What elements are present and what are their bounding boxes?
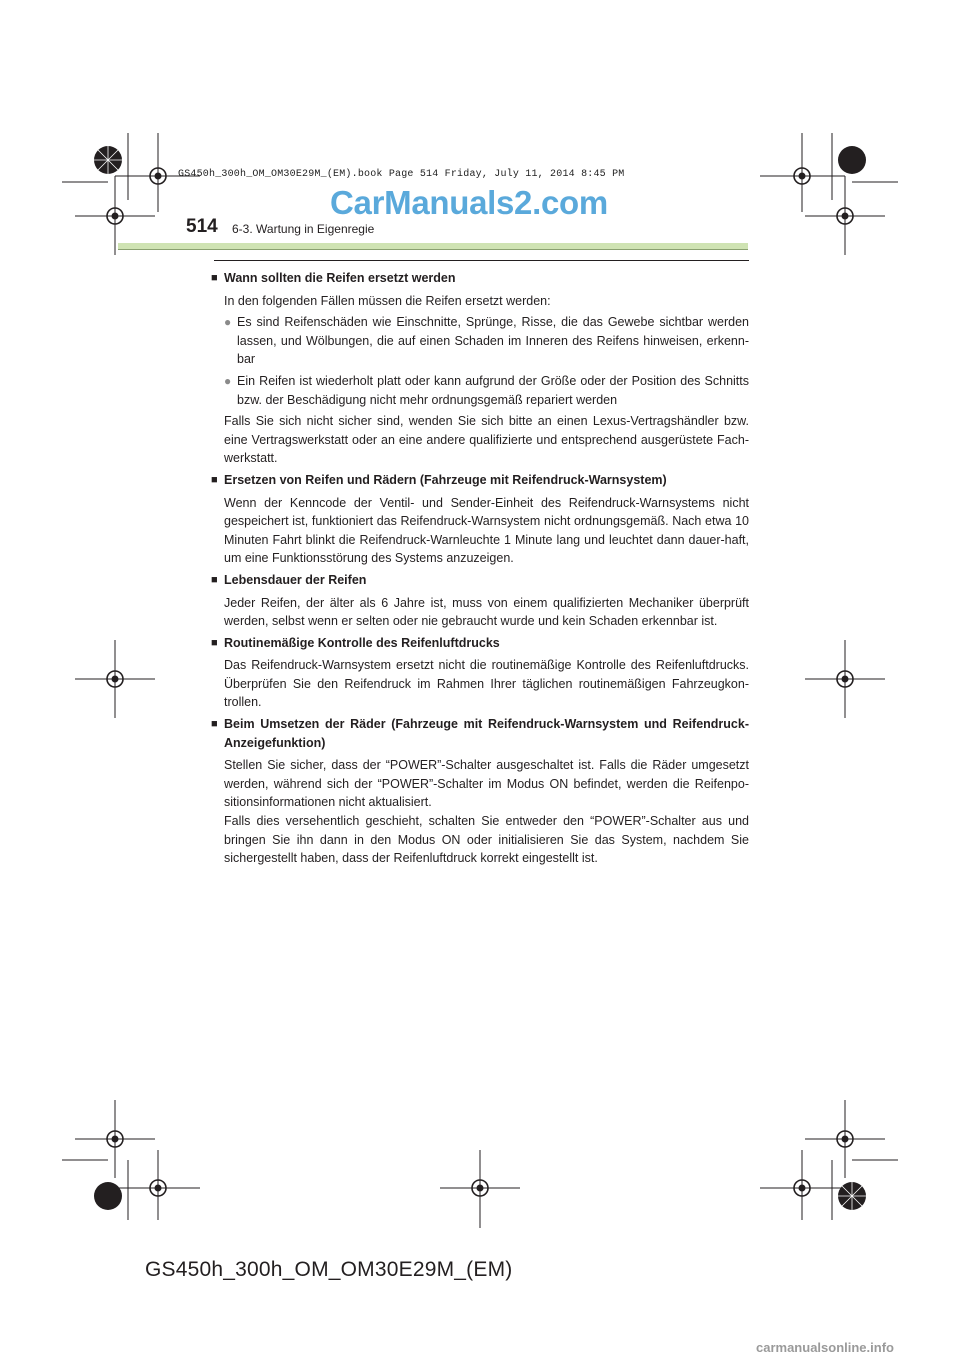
section-heading: ■ Ersetzen von Reifen und Rädern (Fahrzeuge mit Reifendruck-Warnsystem) — [211, 471, 749, 490]
section-title: 6-3. Wartung in Eigenregie — [232, 222, 375, 236]
section-body: Das Reifendruck-Warnsystem ersetzt nicht die routinemäßige Kontrolle des Reifenluftdrucks. Überprüfen Sie den Reifendruck im Rahmen Ihrer täglichen routinemäßigen Fahrzeugkon-trollen. — [224, 658, 749, 710]
square-bullet-icon: ■ — [211, 636, 218, 649]
dark-dot-icon — [838, 146, 866, 174]
section-heading: ■ Beim Umsetzen der Räder (Fahrzeuge mit Reifendruck-Warnsystem und Reifendruck-Anzeigefunktion) — [211, 717, 749, 750]
section-pressure-check — [211, 634, 749, 712]
section-outro: Falls Sie sich nicht sicher sind, wenden Sie sich bitte an einen Lexus-Vertragshändler bzw. eine Vertragswerkstatt oder an eine andere qualifizierte und entsprechend ausgerüstete Fach-werkstatt. — [224, 414, 749, 466]
section-heading: ■ Routinemäßige Kontrolle des Reifenluftdrucks — [211, 634, 749, 653]
section-body: Jeder Reifen, der älter als 6 Jahre ist, muss von einem qualifizierten Mechaniker überprüft werden, selbst wenn er selten oder nie gebraucht wurde und kein Schaden erkennbar ist. — [224, 595, 749, 629]
footer-site-link[interactable]: carmanualsonline.info — [756, 1340, 894, 1355]
section-heading: ■ Lebensdauer der Reifen — [211, 571, 749, 590]
section-wheel-rotation — [211, 715, 749, 868]
section-tire-replacement — [211, 269, 749, 468]
page-number: 514 — [186, 216, 218, 237]
dark-dot-icon — [94, 1182, 122, 1210]
section-intro: In den folgenden Fällen müssen die Reifen ersetzt werden: — [224, 293, 551, 308]
square-bullet-icon: ■ — [211, 718, 218, 731]
section-wheel-replacement — [211, 471, 749, 568]
section-body: Wenn der Kenncode der Ventil- und Sender-Einheit des Reifendruck-Warnsystems nicht gespeichert ist, funktioniert das Reifendruck-Warnsystem nicht ordnungsgemäß. Nach etwa 10 Minuten Fahrt blinkt die Reifendruck-Warnleuchte 1 Minute lang und leuchtet dann dauer-haft, um eine Funktionsstörung des Systems anzuzeigen. — [224, 495, 749, 566]
list-item: ● Ein Reifen ist wiederholt platt oder kann aufgrund der Größe oder der Position des Schnitts bzw. der Beschädigung nicht mehr ordnungsgemäß repariert werden — [224, 373, 749, 407]
section-body: Stellen Sie sicher, dass der “POWER”-Schalter ausgeschaltet ist. Falls die Räder umgesetzt werden, während sich der “POWER”-Schalter im Modus ON befindet, werden die Reifenpo-sitionsinformationen nicht aktualisiert. — [224, 758, 749, 810]
header-rule — [118, 249, 748, 250]
square-bullet-icon: ■ — [211, 473, 218, 486]
book-info-line: GS450h_300h_OM_OM30E29M_(EM).book Page 514 Friday, July 11, 2014 8:45 PM — [178, 169, 625, 180]
content-divider — [214, 260, 749, 261]
section-body-continued: Falls dies versehentlich geschieht, schalten Sie entweder den “POWER”-Schalter aus und bringen Sie ihn dann in den Modus ON oder initialisieren Sie das System, nachdem Sie sichergestellt haben, dass der Reifenluftdruck korrekt eingestellt ist. — [224, 814, 749, 866]
section-tire-lifespan — [211, 571, 749, 631]
watermark-logo[interactable]: CarManuals2.com — [330, 184, 608, 221]
square-bullet-icon: ■ — [211, 272, 218, 284]
circle-bullet-icon: ● — [224, 315, 232, 330]
section-heading: ■ Wann sollten die Reifen ersetzt werden — [211, 269, 749, 288]
document-code: GS450h_300h_OM_OM30E29M_(EM) — [145, 1258, 513, 1281]
main-content — [211, 269, 749, 871]
square-bullet-icon: ■ — [211, 573, 218, 586]
list-item: ● Es sind Reifenschäden wie Einschnitte, Sprünge, Risse, die das Gewebe sichtbar werden lassen, und Wölbungen, die auf einen Schaden im Inneren des Reifens hinweisen, erkenn-bar — [224, 315, 749, 367]
circle-bullet-icon: ● — [224, 373, 232, 388]
